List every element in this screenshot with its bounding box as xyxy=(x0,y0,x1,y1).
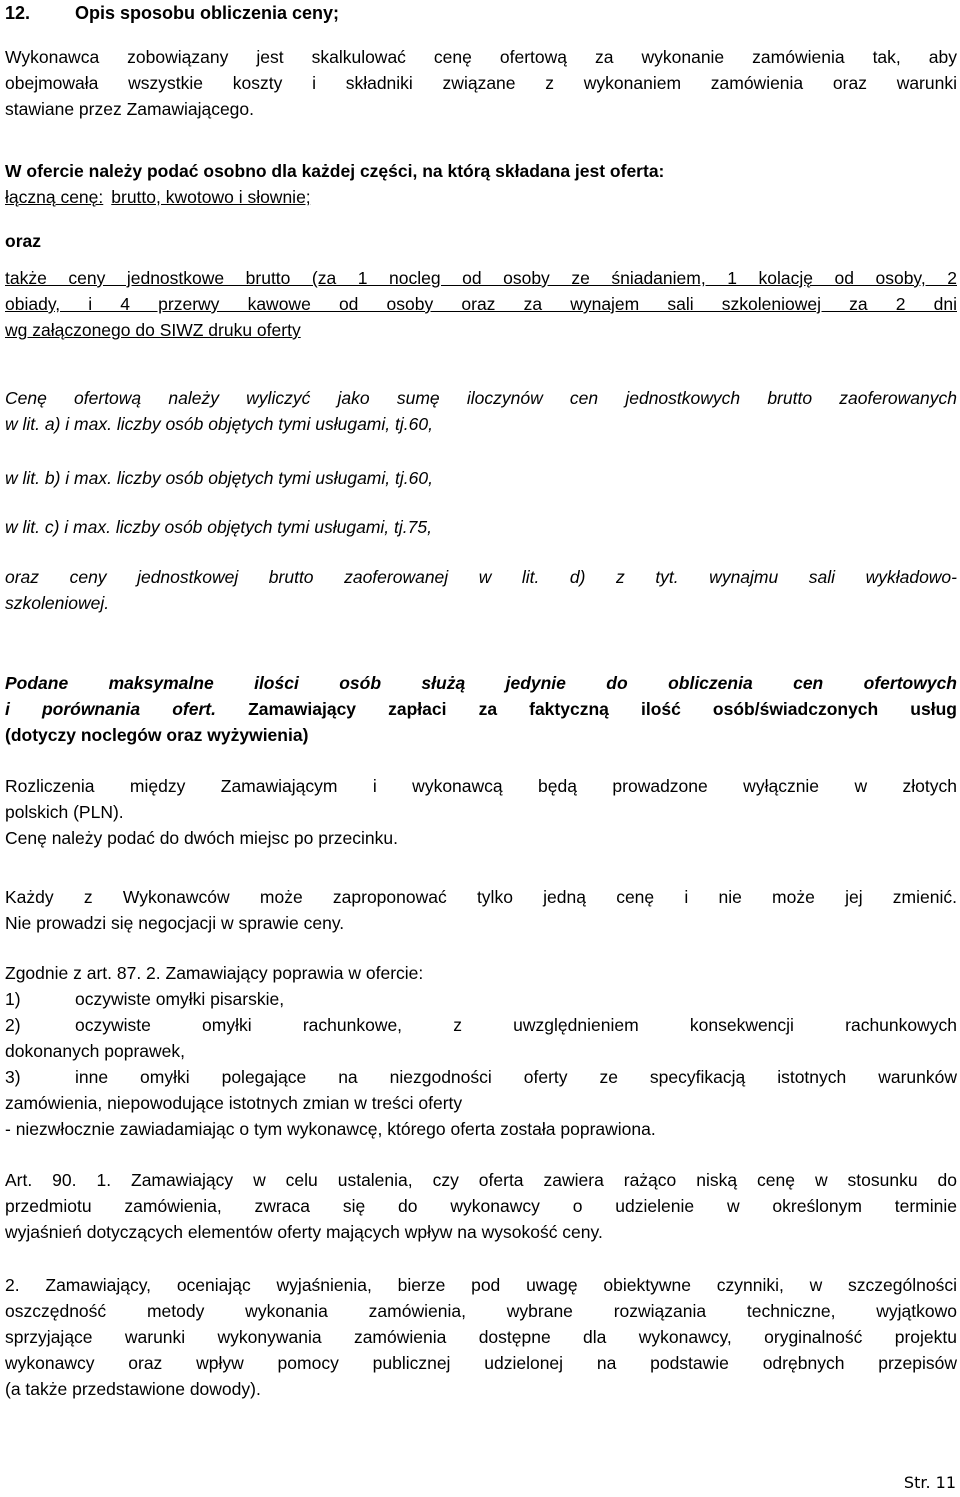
list-item: 2) oczywiste omyłki rachunkowe, z uwzględnieniem konsekwencji rachunkowych xyxy=(5,1015,957,1035)
calc-item-a: w lit. a) i max. liczby osób objętych tymi usługami, tj.60, xyxy=(5,414,433,434)
list-item: 3) inne omyłki polegające na niezgodności oferty ze specyfikacją istotnych warunków xyxy=(5,1067,957,1087)
calc-paragraph: Cenę ofertową należy wyliczyć jako sumę iloczynów cen jednostkowych brutto zaoferowanych w lit. a) i max. liczby osób objętych tymi usługami, tj.60, xyxy=(5,385,957,437)
one-price-paragraph: Każdy z Wykonawców może zaproponować tylko jedną cenę i nie może jej zmienić. Nie prowadzi się negocjacji w sprawie ceny. xyxy=(5,887,957,933)
max-notice: Podane maksymalne ilości osób służą jedynie do obliczenia cen ofertowych i porównania ofert. Zamawiający zapłaci za faktyczną ilość osób/świadczonych usług (dotyczy noclegów oraz wyżywienia) xyxy=(5,673,957,745)
calc-item-c: w lit. c) i max. liczby osób objętych tymi usługami, tj.75, xyxy=(5,517,432,537)
calc-item-d: oraz ceny jednostkowej brutto zaoferowanej w lit. d) z tyt. wynajmu sali wykładowo- szkoleniowej. xyxy=(5,567,957,613)
section-title: Opis sposobu obliczenia ceny; xyxy=(75,3,340,23)
page-number: Str. 11 xyxy=(903,1473,956,1492)
oraz-label: oraz xyxy=(5,231,41,251)
unit-prices: także ceny jednostkowe brutto (za 1 nocleg od osoby ze śniadaniem, 1 kolację od osoby, 2 obiady, i 4 przerwy kawowe od osoby oraz za wynajem sali szkoleniowej za 2 dni wg załączonego do SIWZ druku oferty xyxy=(5,268,957,340)
intro-paragraph: Wykonawca zobowiązany jest skalkulować cenę ofertową za wykonanie zamówienia tak, aby obejmowała wszystkie koszty i składniki związane z wykonaniem zamówienia oraz warunki stawiane przez Zamawiającego. xyxy=(5,47,957,119)
art90-paragraph: Art. 90. 1. Zamawiający w celu ustalenia, czy oferta zawiera rażąco niską cenę w stosunku do przedmiotu zamówienia, zwraca się do wykonawcy o udzielenie w określonym terminie wyjaśnień dotyczących elementów oferty mających wpływ na wysokość ceny. xyxy=(5,1170,957,1242)
price-rest: brutto, kwotowo i słownie; xyxy=(111,187,311,207)
price-prefix: łączną cenę: xyxy=(5,187,104,207)
offer-requirements xyxy=(5,158,957,210)
calc-item-b: w lit. b) i max. liczby osób objętych tymi usługami, tj.60, xyxy=(5,468,433,488)
art87-paragraph: Zgodnie z art. 87. 2. Zamawiający poprawia w ofercie: 1) oczywiste omyłki pisarskie, 2) oczywiste omyłki rachunkowe, z uwzględnieniem konsekwencji rachunkowych dokonanych poprawek, 3) inne omyłki polegające na niezgodności oferty ze specyfikacją istotnych warunków zamówienia, niepowodujące istotnych zmian w treści oferty - niezwłocznie zawiadamiając o tym wykonawcę, którego oferta została poprawiona. xyxy=(5,963,957,1139)
list-item: 1) oczywiste omyłki pisarskie, xyxy=(5,989,285,1009)
offer-bold-line: W ofercie należy podać osobno dla każdej części, na którą składana jest oferta: xyxy=(5,161,665,181)
section-number: 12. xyxy=(5,3,31,23)
section-heading xyxy=(5,0,339,26)
art90-2-paragraph: 2. Zamawiający, oceniając wyjaśnienia, bierze pod uwagę obiektywne czynniki, w szczególności oszczędność metody wykonania zamówienia, wybrane rozwiązania techniczne, wyjątkowo sprzyjające warunki wykonywania zamówienia dostępne dla wykonawcy, oryginalność projektu wykonawcy oraz wpływ pomocy publicznej udzielonej na podstawie odrębnych przepisów (a także przedstawione dowody). xyxy=(5,1275,957,1399)
settlement-paragraph: Rozliczenia między Zamawiającym i wykonawcą będą prowadzone wyłącznie w złotych polskich (PLN). Cenę należy podać do dwóch miejsc po przecinku. xyxy=(5,776,957,848)
